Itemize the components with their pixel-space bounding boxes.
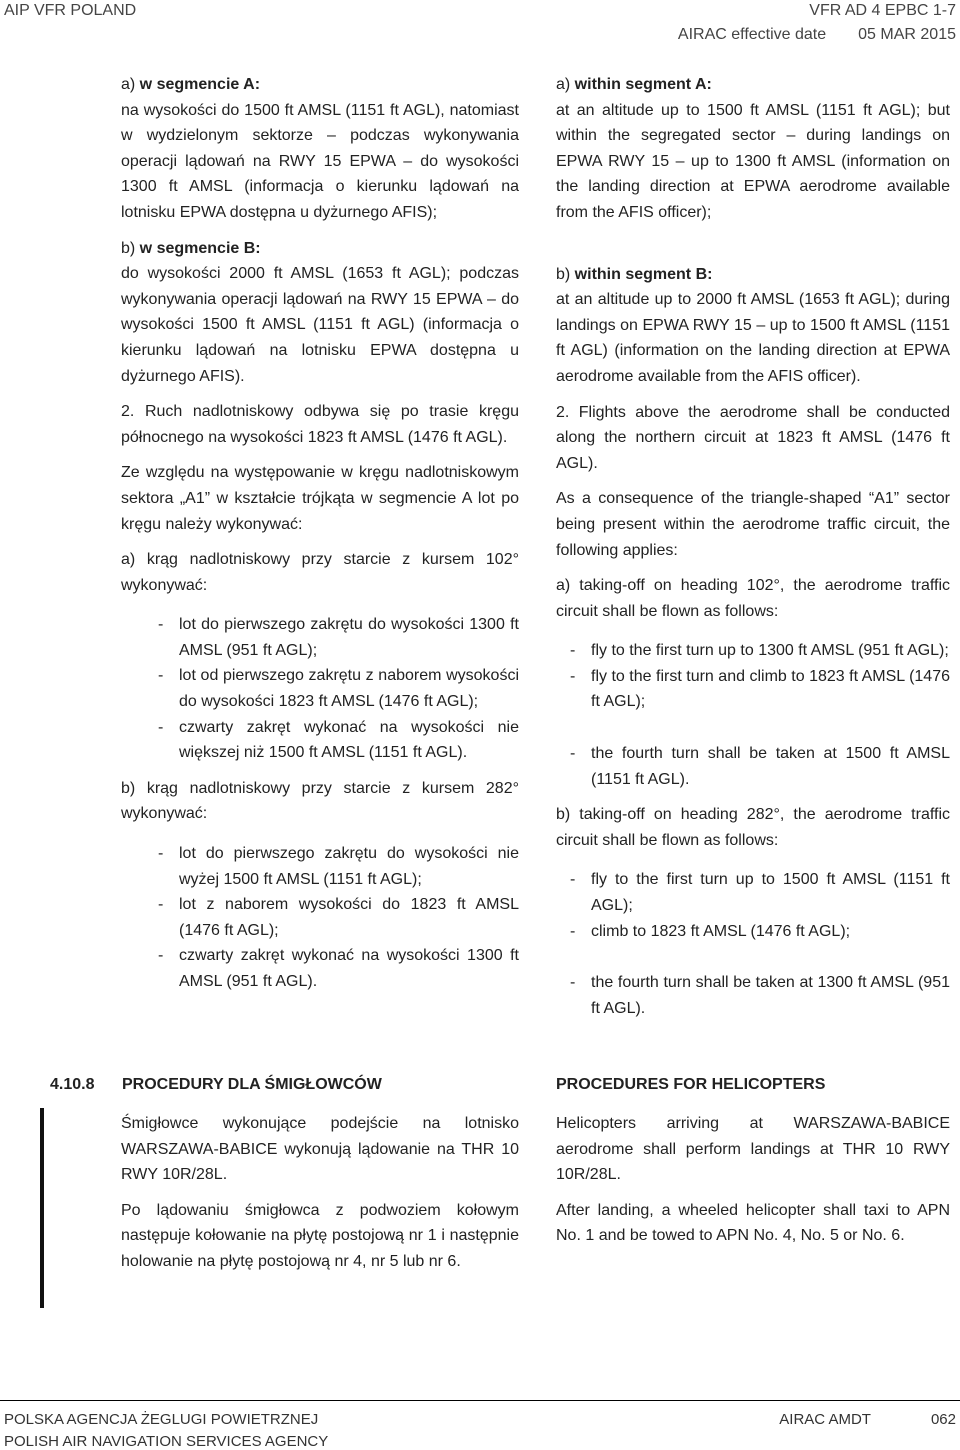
circuit-a-en: a) taking-off on heading 102°, the aerodrome traffic circuit shall be flown as follows: bbox=[556, 577, 950, 620]
page-footer bbox=[0, 1400, 960, 1448]
segment-a-text-pl: na wysokości do 1500 ft AMSL (1151 ft AGL), natomiast w wydzielonym sektorze – podczas wykonywania operacji lądowań na RWY 15 EPWA – do wysokości 1300 ft AMSL (informacja o kierunku lądowań na lotnisku EPWA dostępna u dyżurnego AFIS); bbox=[121, 101, 519, 221]
segment-b-text-en: at an altitude up to 2000 ft AMSL (1653 ft AGL); during landings on EPWA RWY 15 – up to 1500 ft AMSL (1151 ft AGL) (information on the landing direction at EPWA aerodrome available from the AFIS officer). bbox=[556, 291, 950, 385]
list-item: - czwarty zakręt wykonać na wysokości 1300 ft AMSL (951 ft AGL). bbox=[121, 943, 519, 994]
heli-paragraph-2-en: After landing, a wheeled helicopter shall taxi to APN No. 1 and be towed to APN No. 4, No. 5 or No. 6. bbox=[556, 1201, 950, 1245]
segment-b-text-pl: do wysokości 2000 ft AMSL (1653 ft AGL); podczas wykonywania operacji lądowań na RWY 15 EPWA – do wysokości 1500 ft AMSL (1151 ft AGL) (informacja o kierunku lądowań na lotnisku EPWA dostępna u dyżurnego AFIS). bbox=[121, 265, 519, 385]
header-airac bbox=[646, 26, 956, 44]
header-page-ref: VFR AD 4 EPBC 1-7 bbox=[809, 2, 956, 19]
polish-column bbox=[121, 72, 519, 995]
heli-paragraph-2-pl: Po lądowaniu śmigłowca z podwoziem kołowym następuje kołowanie na płytę postojową nr 1 i następnie holowanie na płytę postojową nr 4, nr 5 lub nr 6. bbox=[121, 1201, 519, 1270]
footer-amdt bbox=[719, 1411, 956, 1428]
paragraph-2-pl: 2. Ruch nadlotniskowy odbywa się po trasie kręgu północnego na wysokości 1823 ft AMSL (1476 ft AGL). bbox=[121, 403, 519, 446]
list-item: - lot do pierwszego zakrętu do wysokości nie wyżej 1500 ft AMSL (1151 ft AGL); bbox=[121, 841, 519, 892]
airac-label: AIRAC effective date bbox=[677, 26, 827, 43]
paragraph-3-en: As a consequence of the triangle-shaped “A1” sector being present within the aerodrome traffic circuit, the following applies: bbox=[556, 490, 950, 559]
list-item: - fly to the first turn and climb to 1823 ft AMSL (1476 ft AGL); bbox=[556, 664, 950, 715]
segment-a-heading-en: a) within segment A: bbox=[556, 76, 712, 93]
section-title-en: PROCEDURES FOR HELICOPTERS bbox=[556, 1076, 826, 1093]
segment-b-heading-pl: b) w segmencie B: bbox=[121, 239, 261, 257]
helicopter-text-en bbox=[556, 1111, 950, 1259]
english-column bbox=[556, 72, 950, 1021]
list-item: - the fourth turn shall be taken at 1500 ft AMSL (1151 ft AGL). bbox=[556, 741, 950, 792]
circuit-a-pl: a) krąg nadlotniskowy przy starcie z kursem 102° wykonywać: bbox=[121, 551, 519, 594]
helicopter-text-pl bbox=[121, 1111, 519, 1285]
list-item: - fly to the first turn up to 1300 ft AMSL (951 ft AGL); bbox=[556, 638, 950, 664]
segment-a-text-en: at an altitude up to 1500 ft AMSL (1151 ft AGL); but within the segregated sector – during landings on EPWA RWY 15 – up to 1300 ft AMSL (information on the landing direction at EPWA aerodrome available from the AFIS officer); bbox=[556, 101, 950, 221]
section-number: 4.10.8 bbox=[50, 1076, 95, 1093]
footer-org-pl: POLSKA AGENCJA ŻEGLUGI POWIETRZNEJ bbox=[4, 1411, 319, 1428]
list-item: - lot od pierwszego zakrętu z naborem wysokości do wysokości 1823 ft AMSL (1476 ft AGL); bbox=[121, 663, 519, 714]
header-publication: AIP VFR POLAND bbox=[4, 2, 137, 19]
section-title-pl: PROCEDURY DLA ŚMIGŁOWCÓW bbox=[122, 1076, 382, 1093]
paragraph-2-en: 2. Flights above the aerodrome shall be conducted along the northern circuit at 1823 ft AMSL (1476 ft AGL). bbox=[556, 403, 950, 472]
page-header bbox=[0, 0, 960, 50]
heli-paragraph-1-pl: Śmigłowce wykonujące podejście na lotnisko WARSZAWA-BABICE wykonują lądowanie na THR 10 RWY 10R/28L. bbox=[121, 1115, 519, 1184]
list-item: - lot z naborem wysokości do 1823 ft AMSL (1476 ft AGL); bbox=[121, 892, 519, 943]
paragraph-3-pl: Ze względu na występowanie w kręgu nadlotniskowym sektora „A1” w kształcie trójkąta w segmencie A lot po kręgu należy wykonywać: bbox=[121, 464, 519, 533]
segment-a-heading-pl: a) w segmencie A: bbox=[121, 76, 261, 93]
list-item: - fly to the first turn up to 1500 ft AMSL (1151 ft AGL); bbox=[556, 867, 950, 918]
list-item: - the fourth turn shall be taken at 1300 ft AMSL (951 ft AGL). bbox=[556, 970, 950, 1021]
amdt-number: 062 bbox=[930, 1411, 956, 1428]
list-item: - lot do pierwszego zakrętu do wysokości 1300 ft AMSL (951 ft AGL); bbox=[121, 612, 519, 663]
circuit-b-en: b) taking-off on heading 282°, the aerodrome traffic circuit shall be flown as follows: bbox=[556, 806, 950, 849]
airac-date: 05 MAR 2015 bbox=[858, 26, 956, 43]
footer-org-en: POLISH AIR NAVIGATION SERVICES AGENCY bbox=[4, 1433, 329, 1450]
heli-paragraph-1-en: Helicopters arriving at WARSZAWA-BABICE aerodrome shall perform landings at THR 10 RWY 10R/28L. bbox=[556, 1115, 950, 1184]
amdt-label: AIRAC AMDT bbox=[779, 1411, 871, 1428]
list-item: - climb to 1823 ft AMSL (1476 ft AGL); bbox=[556, 919, 950, 945]
change-bar bbox=[40, 1108, 44, 1308]
segment-b-heading-en: b) within segment B: bbox=[556, 265, 713, 283]
circuit-b-pl: b) krąg nadlotniskowy przy starcie z kursem 282° wykonywać: bbox=[121, 779, 519, 823]
list-item: - czwarty zakręt wykonać na wysokości nie większej niż 1500 ft AMSL (1151 ft AGL). bbox=[121, 715, 519, 766]
